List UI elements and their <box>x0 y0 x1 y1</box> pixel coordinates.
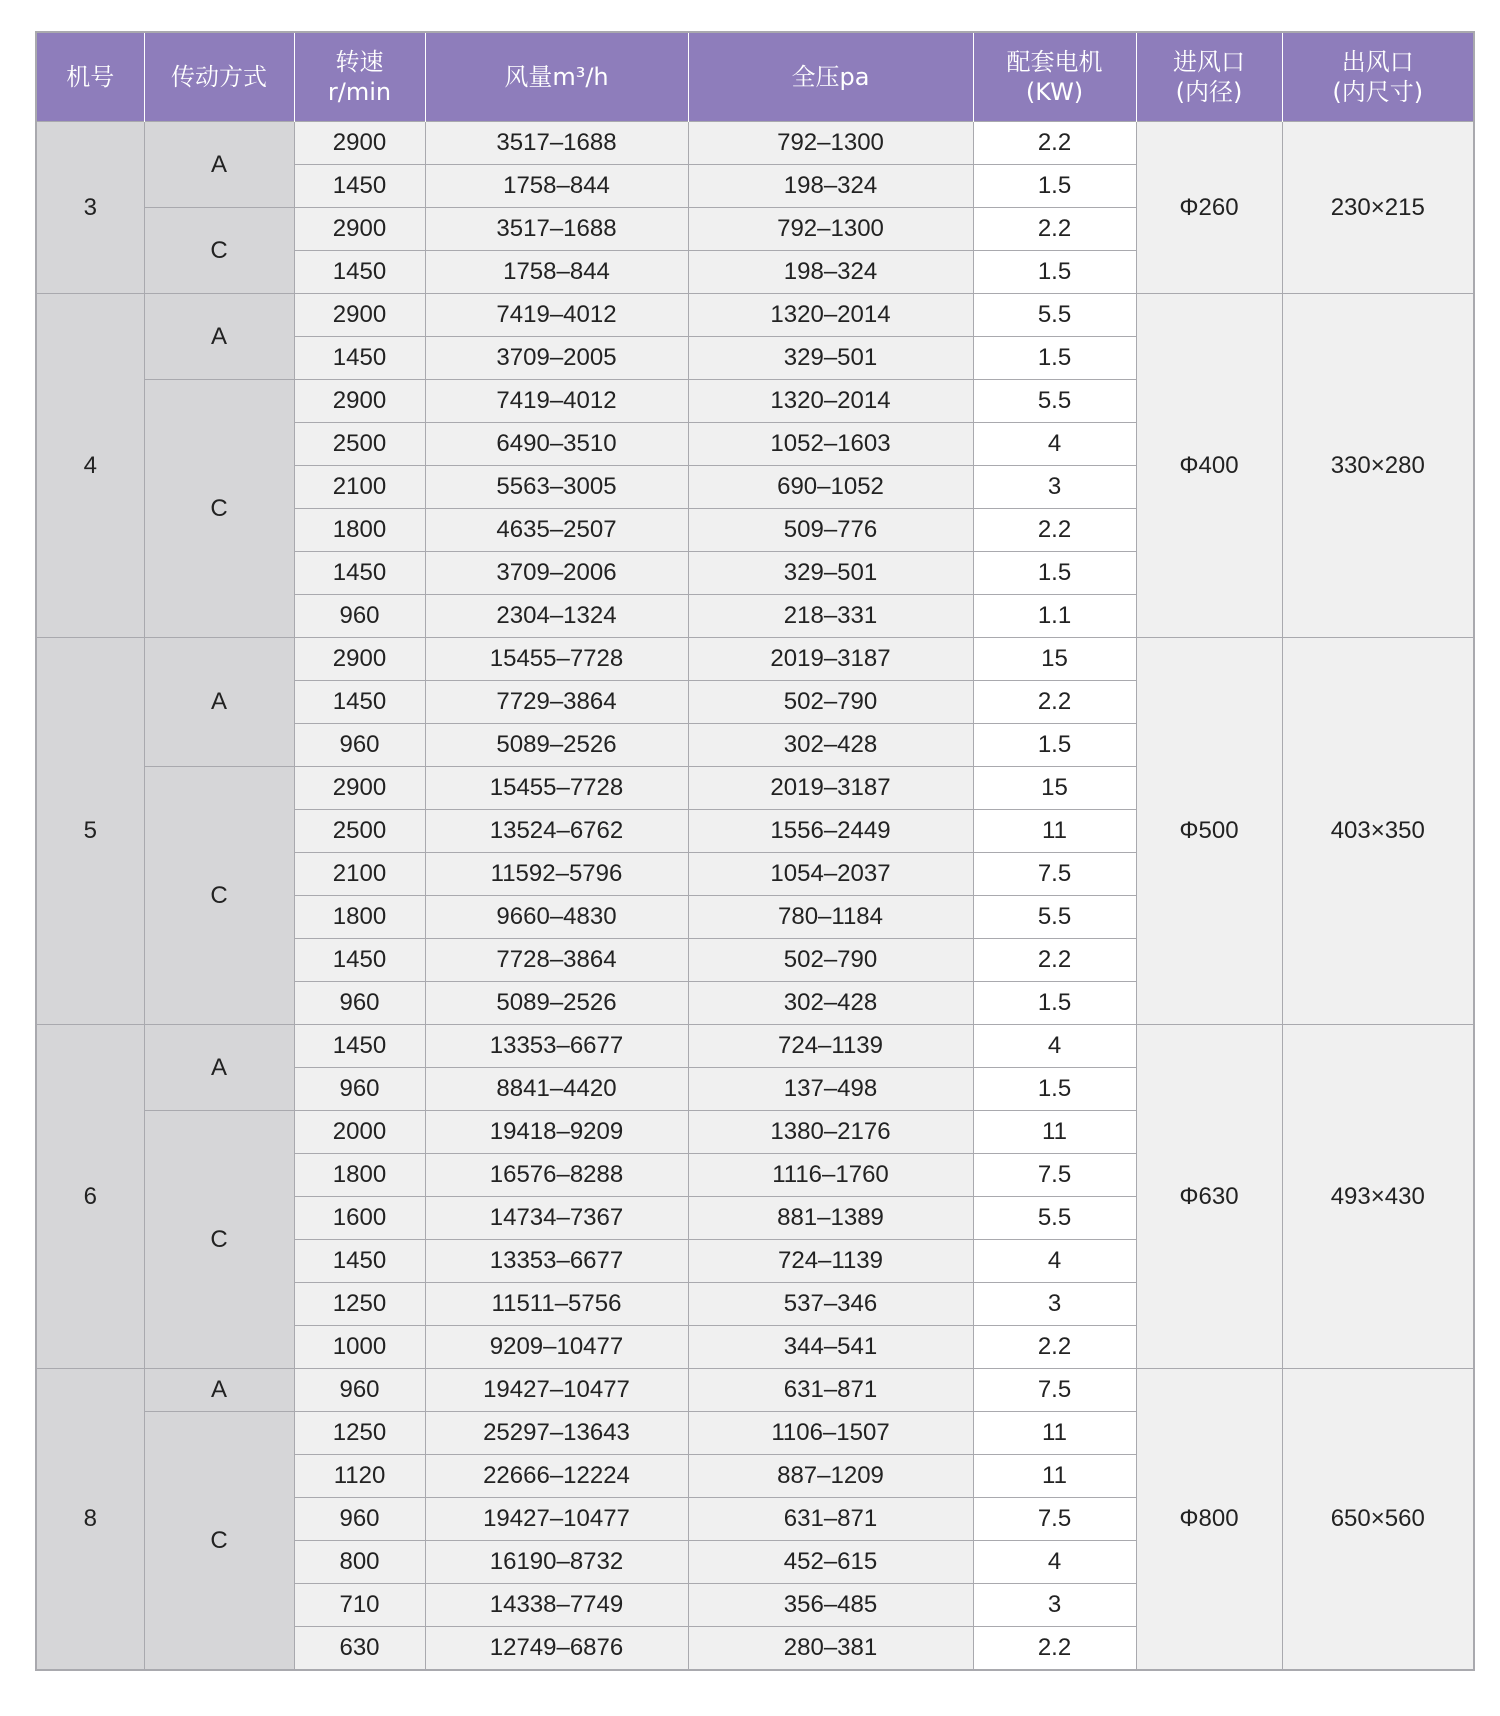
speed-cell: 1800 <box>294 509 425 552</box>
airflow-cell: 11592–5796 <box>425 853 688 896</box>
airflow-cell: 5089–2526 <box>425 724 688 767</box>
header-pressure: 全压pa <box>688 32 973 122</box>
speed-cell: 1450 <box>294 681 425 724</box>
motor-power-cell: 2.2 <box>973 1326 1136 1369</box>
motor-power-cell: 5.5 <box>973 380 1136 423</box>
pressure-cell: 792–1300 <box>688 122 973 165</box>
pressure-cell: 780–1184 <box>688 896 973 939</box>
model-number-cell: 4 <box>36 294 144 638</box>
speed-cell: 1250 <box>294 1412 425 1455</box>
motor-power-cell: 4 <box>973 1025 1136 1068</box>
motor-power-cell: 1.5 <box>973 1068 1136 1111</box>
motor-power-cell: 1.5 <box>973 337 1136 380</box>
speed-cell: 710 <box>294 1584 425 1627</box>
motor-power-cell: 4 <box>973 423 1136 466</box>
motor-power-cell: 5.5 <box>973 896 1136 939</box>
pressure-cell: 502–790 <box>688 681 973 724</box>
drive-type-cell: A <box>144 122 294 208</box>
airflow-cell: 14734–7367 <box>425 1197 688 1240</box>
inlet-diameter-cell: Φ500 <box>1136 638 1282 1025</box>
motor-power-cell: 7.5 <box>973 1154 1136 1197</box>
speed-cell: 630 <box>294 1627 425 1671</box>
pressure-cell: 1052–1603 <box>688 423 973 466</box>
speed-cell: 2000 <box>294 1111 425 1154</box>
pressure-cell: 1054–2037 <box>688 853 973 896</box>
speed-cell: 960 <box>294 1369 425 1412</box>
table-row <box>36 1025 1474 1068</box>
outlet-size-cell: 493×430 <box>1282 1025 1474 1369</box>
airflow-cell: 7729–3864 <box>425 681 688 724</box>
pressure-cell: 502–790 <box>688 939 973 982</box>
airflow-cell: 3709–2006 <box>425 552 688 595</box>
speed-cell: 1450 <box>294 1025 425 1068</box>
pressure-cell: 137–498 <box>688 1068 973 1111</box>
motor-power-cell: 11 <box>973 1111 1136 1154</box>
airflow-cell: 15455–7728 <box>425 767 688 810</box>
drive-type-cell: A <box>144 638 294 767</box>
header-speed-line1: 转速 <box>335 48 384 76</box>
motor-power-cell: 7.5 <box>973 1369 1136 1412</box>
speed-cell: 1450 <box>294 552 425 595</box>
airflow-cell: 22666–12224 <box>425 1455 688 1498</box>
speed-cell: 800 <box>294 1541 425 1584</box>
drive-type-cell: A <box>144 1025 294 1111</box>
table-row <box>36 638 1474 681</box>
speed-cell: 960 <box>294 724 425 767</box>
speed-cell: 1450 <box>294 337 425 380</box>
speed-cell: 1600 <box>294 1197 425 1240</box>
motor-power-cell: 1.5 <box>973 251 1136 294</box>
airflow-cell: 9209–10477 <box>425 1326 688 1369</box>
airflow-cell: 3517–1688 <box>425 208 688 251</box>
motor-power-cell: 1.5 <box>973 165 1136 208</box>
motor-power-cell: 1.5 <box>973 552 1136 595</box>
speed-cell: 1250 <box>294 1283 425 1326</box>
speed-cell: 2100 <box>294 853 425 896</box>
speed-cell: 960 <box>294 1498 425 1541</box>
speed-cell: 2900 <box>294 380 425 423</box>
motor-power-cell: 3 <box>973 1283 1136 1326</box>
header-airflow: 风量m³/h <box>425 32 688 122</box>
header-outlet-line2: (内尺寸) <box>1332 78 1424 106</box>
airflow-cell: 16190–8732 <box>425 1541 688 1584</box>
pressure-cell: 1106–1507 <box>688 1412 973 1455</box>
airflow-cell: 6490–3510 <box>425 423 688 466</box>
pressure-cell: 1556–2449 <box>688 810 973 853</box>
pressure-cell: 452–615 <box>688 1541 973 1584</box>
speed-cell: 960 <box>294 1068 425 1111</box>
pressure-cell: 329–501 <box>688 552 973 595</box>
pressure-cell: 724–1139 <box>688 1025 973 1068</box>
speed-cell: 2500 <box>294 810 425 853</box>
inlet-diameter-cell: Φ400 <box>1136 294 1282 638</box>
outlet-size-cell: 230×215 <box>1282 122 1474 294</box>
airflow-cell: 14338–7749 <box>425 1584 688 1627</box>
speed-cell: 1000 <box>294 1326 425 1369</box>
speed-cell: 2100 <box>294 466 425 509</box>
airflow-cell: 12749–6876 <box>425 1627 688 1671</box>
drive-type-cell: C <box>144 767 294 1025</box>
pressure-cell: 887–1209 <box>688 1455 973 1498</box>
motor-power-cell: 2.2 <box>973 1627 1136 1671</box>
pressure-cell: 724–1139 <box>688 1240 973 1283</box>
airflow-cell: 3517–1688 <box>425 122 688 165</box>
pressure-cell: 356–485 <box>688 1584 973 1627</box>
table-body <box>36 122 1474 1671</box>
speed-cell: 2500 <box>294 423 425 466</box>
outlet-size-cell: 650×560 <box>1282 1369 1474 1671</box>
pressure-cell: 2019–3187 <box>688 638 973 681</box>
airflow-cell: 13353–6677 <box>425 1025 688 1068</box>
model-number-cell: 3 <box>36 122 144 294</box>
motor-power-cell: 7.5 <box>973 1498 1136 1541</box>
motor-power-cell: 1.1 <box>973 595 1136 638</box>
motor-power-cell: 5.5 <box>973 294 1136 337</box>
pressure-cell: 344–541 <box>688 1326 973 1369</box>
motor-power-cell: 15 <box>973 767 1136 810</box>
motor-power-cell: 4 <box>973 1541 1136 1584</box>
airflow-cell: 5089–2526 <box>425 982 688 1025</box>
motor-power-cell: 4 <box>973 1240 1136 1283</box>
drive-type-cell: C <box>144 1111 294 1369</box>
pressure-cell: 631–871 <box>688 1498 973 1541</box>
pressure-cell: 792–1300 <box>688 208 973 251</box>
inlet-diameter-cell: Φ800 <box>1136 1369 1282 1671</box>
airflow-cell: 2304–1324 <box>425 595 688 638</box>
airflow-cell: 9660–4830 <box>425 896 688 939</box>
table-row <box>36 1369 1474 1412</box>
motor-power-cell: 3 <box>973 466 1136 509</box>
speed-cell: 960 <box>294 595 425 638</box>
airflow-cell: 13353–6677 <box>425 1240 688 1283</box>
header-motor-line2: (KW) <box>1025 78 1084 106</box>
outlet-size-cell: 403×350 <box>1282 638 1474 1025</box>
airflow-cell: 16576–8288 <box>425 1154 688 1197</box>
inlet-diameter-cell: Φ260 <box>1136 122 1282 294</box>
speed-cell: 1800 <box>294 1154 425 1197</box>
header-motor <box>973 32 1136 122</box>
drive-type-cell: A <box>144 294 294 380</box>
motor-power-cell: 2.2 <box>973 939 1136 982</box>
speed-cell: 1120 <box>294 1455 425 1498</box>
airflow-cell: 13524–6762 <box>425 810 688 853</box>
model-number-cell: 5 <box>36 638 144 1025</box>
header-row <box>36 32 1474 122</box>
motor-power-cell: 3 <box>973 1584 1136 1627</box>
airflow-cell: 7728–3864 <box>425 939 688 982</box>
motor-power-cell: 15 <box>973 638 1136 681</box>
speed-cell: 2900 <box>294 638 425 681</box>
speed-cell: 2900 <box>294 294 425 337</box>
motor-power-cell: 11 <box>973 1412 1136 1455</box>
motor-power-cell: 11 <box>973 1455 1136 1498</box>
header-speed-line2: r/min <box>327 78 392 106</box>
header-outlet <box>1282 32 1474 122</box>
table-row <box>36 294 1474 337</box>
speed-cell: 2900 <box>294 767 425 810</box>
motor-power-cell: 5.5 <box>973 1197 1136 1240</box>
speed-cell: 960 <box>294 982 425 1025</box>
speed-cell: 1800 <box>294 896 425 939</box>
drive-type-cell: C <box>144 1412 294 1671</box>
airflow-cell: 19418–9209 <box>425 1111 688 1154</box>
airflow-cell: 8841–4420 <box>425 1068 688 1111</box>
pressure-cell: 509–776 <box>688 509 973 552</box>
airflow-cell: 19427–10477 <box>425 1498 688 1541</box>
pressure-cell: 2019–3187 <box>688 767 973 810</box>
header-model: 机号 <box>36 32 144 122</box>
motor-power-cell: 7.5 <box>973 853 1136 896</box>
pressure-cell: 1116–1760 <box>688 1154 973 1197</box>
speed-cell: 1450 <box>294 939 425 982</box>
pressure-cell: 537–346 <box>688 1283 973 1326</box>
pressure-cell: 1320–2014 <box>688 380 973 423</box>
motor-power-cell: 2.2 <box>973 681 1136 724</box>
model-number-cell: 6 <box>36 1025 144 1369</box>
header-inlet <box>1136 32 1282 122</box>
pressure-cell: 631–871 <box>688 1369 973 1412</box>
drive-type-cell: C <box>144 380 294 638</box>
inlet-diameter-cell: Φ630 <box>1136 1025 1282 1369</box>
header-speed <box>294 32 425 122</box>
airflow-cell: 5563–3005 <box>425 466 688 509</box>
fan-spec-table <box>35 31 1475 1671</box>
outlet-size-cell: 330×280 <box>1282 294 1474 638</box>
airflow-cell: 19427–10477 <box>425 1369 688 1412</box>
drive-type-cell: C <box>144 208 294 294</box>
motor-power-cell: 2.2 <box>973 509 1136 552</box>
pressure-cell: 1320–2014 <box>688 294 973 337</box>
airflow-cell: 1758–844 <box>425 251 688 294</box>
motor-power-cell: 1.5 <box>973 724 1136 767</box>
airflow-cell: 25297–13643 <box>425 1412 688 1455</box>
speed-cell: 1450 <box>294 251 425 294</box>
airflow-cell: 7419–4012 <box>425 294 688 337</box>
pressure-cell: 881–1389 <box>688 1197 973 1240</box>
airflow-cell: 4635–2507 <box>425 509 688 552</box>
motor-power-cell: 2.2 <box>973 208 1136 251</box>
speed-cell: 2900 <box>294 208 425 251</box>
speed-cell: 1450 <box>294 1240 425 1283</box>
pressure-cell: 302–428 <box>688 982 973 1025</box>
pressure-cell: 198–324 <box>688 251 973 294</box>
table-row <box>36 122 1474 165</box>
airflow-cell: 15455–7728 <box>425 638 688 681</box>
drive-type-cell: A <box>144 1369 294 1412</box>
header-inlet-line2: (内径) <box>1175 78 1243 106</box>
pressure-cell: 280–381 <box>688 1627 973 1671</box>
pressure-cell: 329–501 <box>688 337 973 380</box>
pressure-cell: 198–324 <box>688 165 973 208</box>
header-motor-line1: 配套电机 <box>1006 48 1103 76</box>
airflow-cell: 7419–4012 <box>425 380 688 423</box>
motor-power-cell: 11 <box>973 810 1136 853</box>
header-inlet-line1: 进风口 <box>1173 48 1245 76</box>
speed-cell: 2900 <box>294 122 425 165</box>
model-number-cell: 8 <box>36 1369 144 1671</box>
airflow-cell: 3709–2005 <box>425 337 688 380</box>
header-drive: 传动方式 <box>144 32 294 122</box>
airflow-cell: 1758–844 <box>425 165 688 208</box>
motor-power-cell: 2.2 <box>973 122 1136 165</box>
pressure-cell: 302–428 <box>688 724 973 767</box>
header-outlet-line1: 出风口 <box>1341 48 1414 76</box>
speed-cell: 1450 <box>294 165 425 208</box>
pressure-cell: 1380–2176 <box>688 1111 973 1154</box>
spec-table-container <box>35 31 1473 1671</box>
pressure-cell: 218–331 <box>688 595 973 638</box>
airflow-cell: 11511–5756 <box>425 1283 688 1326</box>
pressure-cell: 690–1052 <box>688 466 973 509</box>
motor-power-cell: 1.5 <box>973 982 1136 1025</box>
